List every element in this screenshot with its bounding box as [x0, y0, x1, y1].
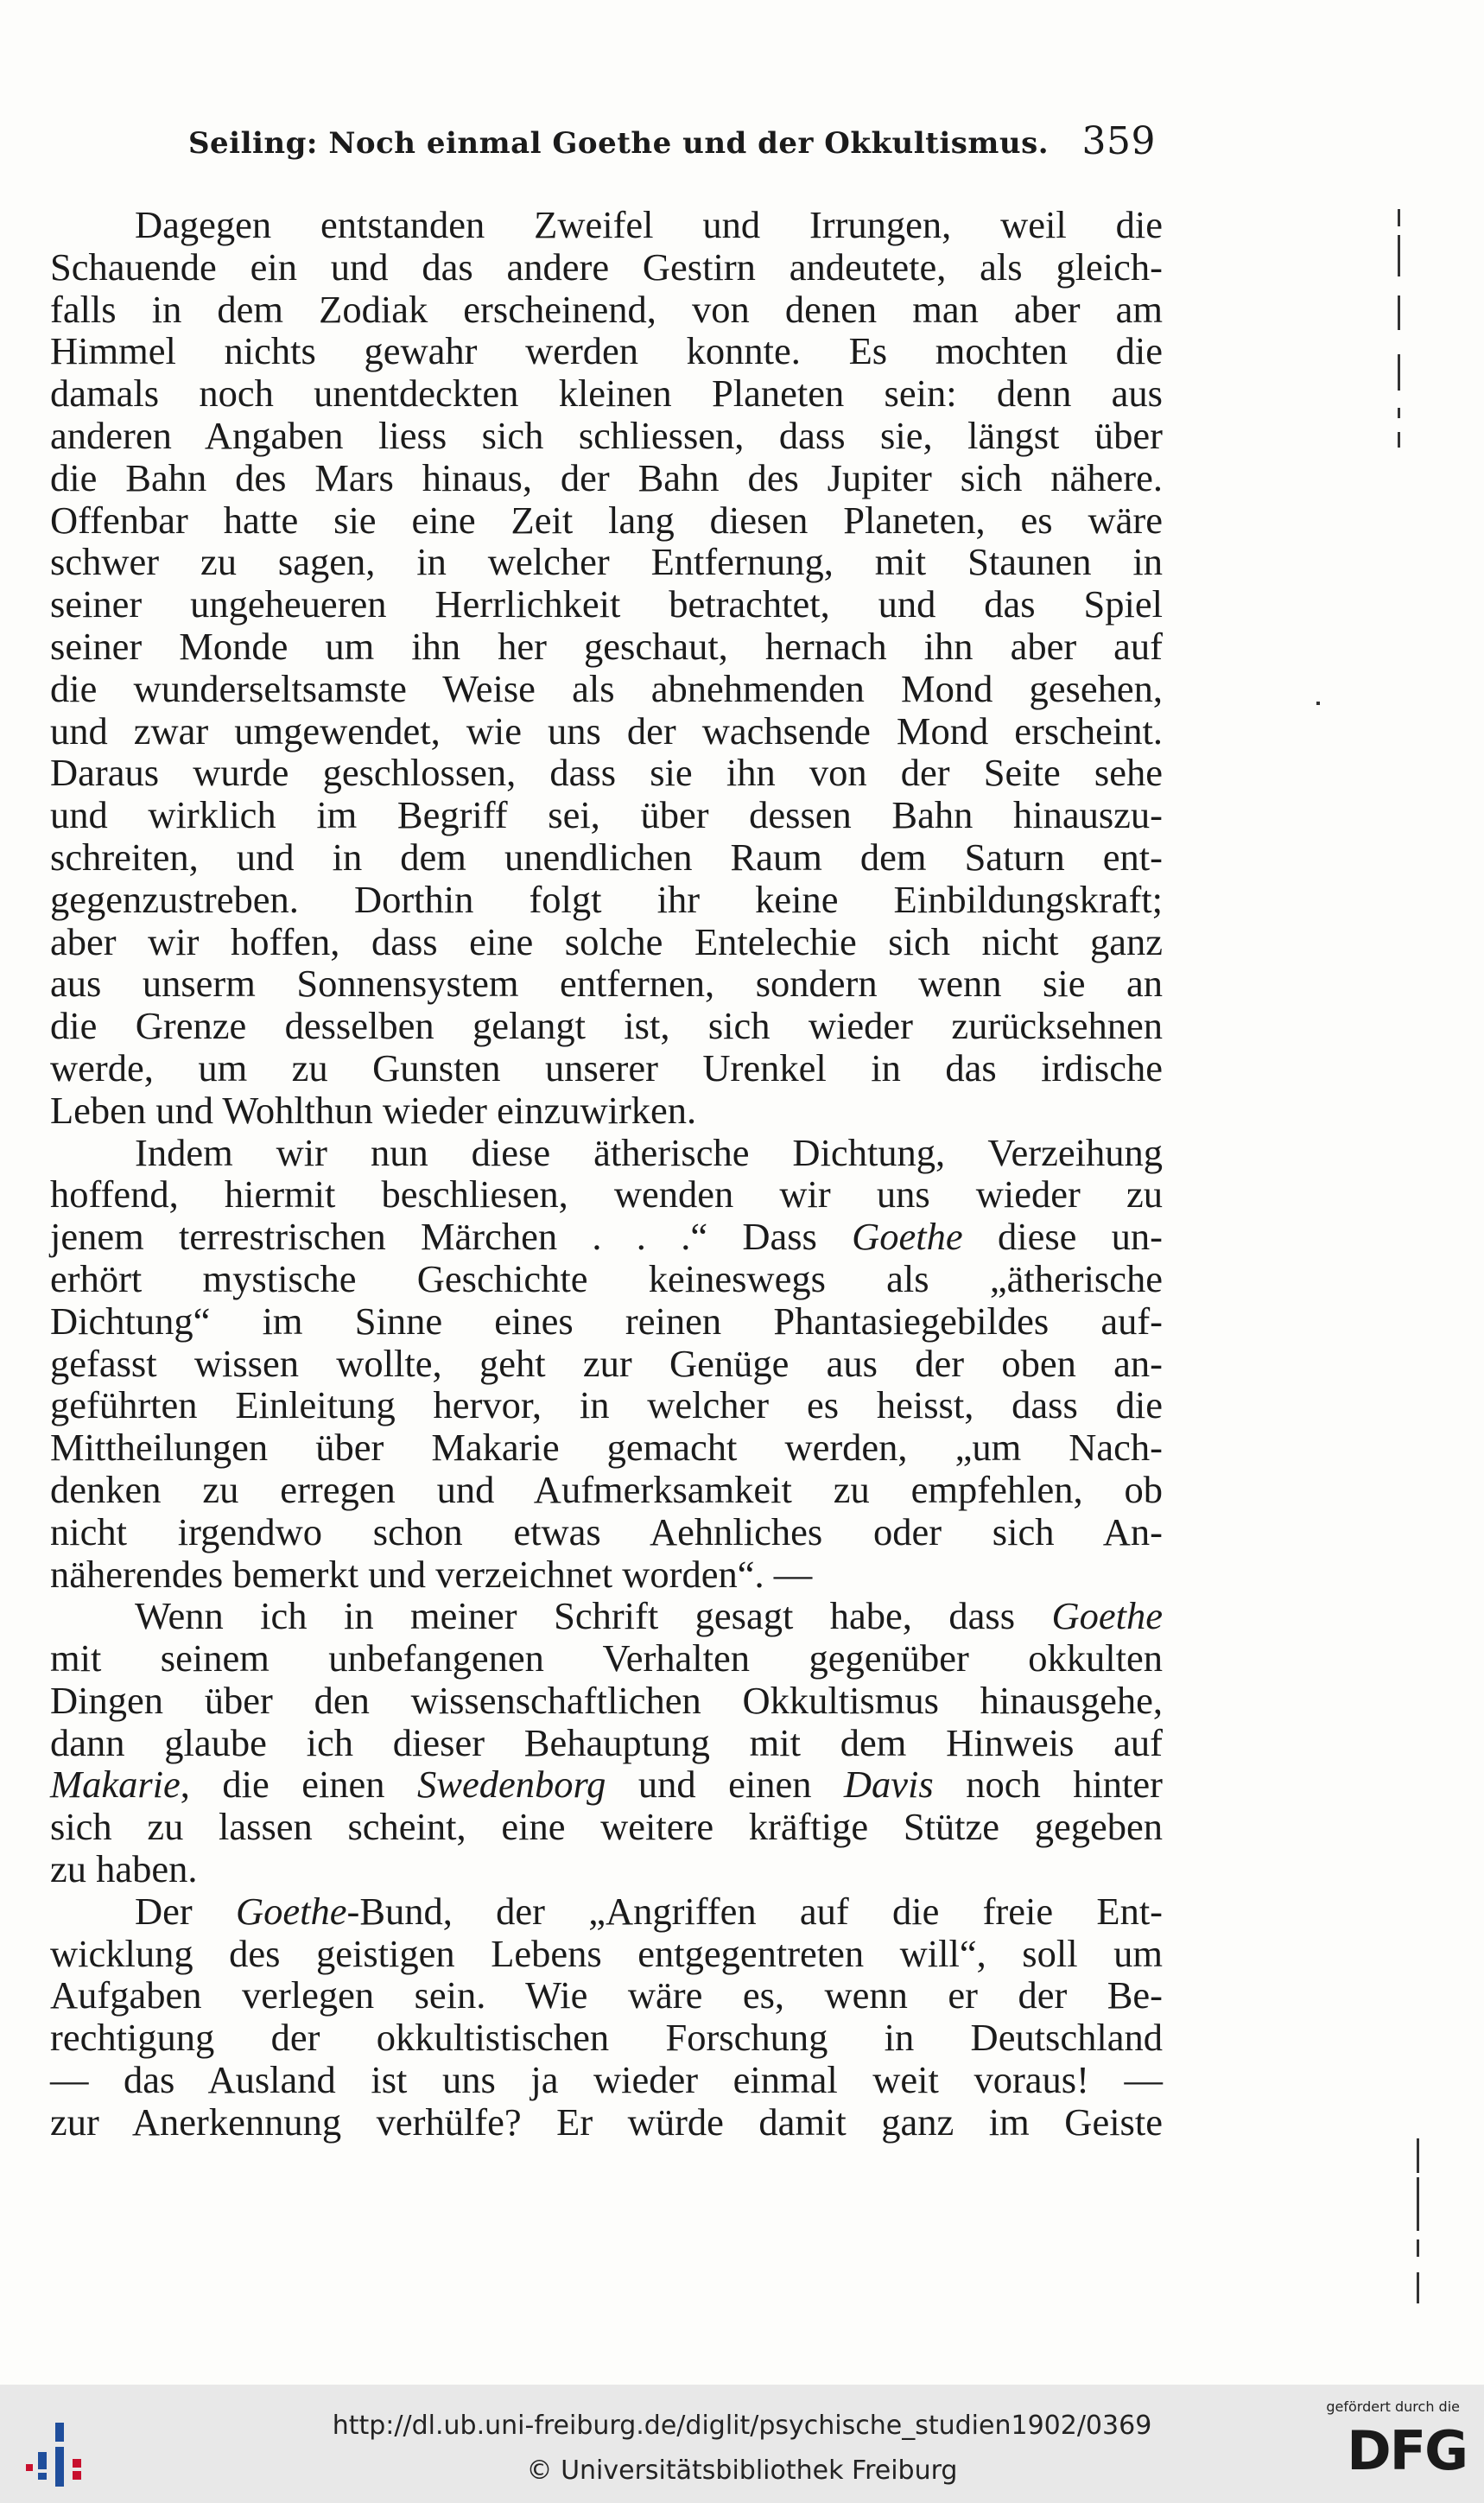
margin-line	[1417, 2138, 1419, 2173]
text-line: gegenzustreben. Dorthin folgt ihr keine Einbildungskraft;	[50, 877, 1163, 921]
text-line: Dagegen entstanden Zweifel und Irrungen, weil die	[135, 203, 1163, 246]
italic-name-swedenborg: Swedenborg	[417, 1763, 606, 1807]
text-segment: diese un-	[997, 1215, 1163, 1259]
margin-line	[1398, 295, 1400, 330]
text-line: — das Ausland ist uns ja wieder einmal weit voraus! —	[50, 2058, 1163, 2102]
text-line: rechtigung der okkultistischen Forschung in Deutschland	[50, 2016, 1163, 2060]
margin-line	[1398, 209, 1400, 226]
text-line: Schauende ein und das andere Gestirn andeutete, als gleich-	[50, 245, 1163, 289]
text-line	[50, 1595, 1163, 1637]
text-segment: und einen	[637, 1763, 812, 1807]
text-line	[50, 1763, 1163, 1806]
page-number: 359	[1081, 119, 1156, 163]
text-segment: , die einen	[180, 1763, 385, 1807]
margin-line	[1398, 354, 1400, 391]
italic-name-makarie: Makarie	[50, 1763, 181, 1807]
copyright-notice: © Universitätsbibliothek Freiburg	[526, 2455, 958, 2486]
margin-line	[1417, 2272, 1419, 2303]
italic-name-goethe: Goethe	[852, 1215, 963, 1259]
margin-dot	[1316, 702, 1320, 705]
body-text	[50, 204, 1163, 2144]
text-line: anderen Angaben liess sich schliessen, dass sie, längst über	[50, 413, 1163, 457]
text-line: zur Anerkennung verhülfe? Er würde damit ganz im Geiste	[50, 2100, 1163, 2144]
text-line: nicht irgendwo schon etwas Aehnliches oder sich An-	[50, 1509, 1163, 1553]
text-line: denken zu erregen und Aufmerksamkeit zu empfehlen, ob	[50, 1467, 1163, 1511]
text-line: hoffend, hiermit beschliesen, wenden wir uns wieder zu	[50, 1172, 1163, 1217]
paragraph-2	[50, 1132, 1163, 1596]
footer-bar	[0, 2385, 1484, 2503]
paragraph-4	[50, 1890, 1163, 2144]
text-line: dann glaube ich dieser Behauptung mit dem Hinweis auf	[50, 1720, 1163, 1764]
text-line: die Bahn des Mars hinaus, der Bahn des Jupiter sich nähere.	[50, 455, 1163, 499]
dfg-logo: DFG	[1347, 2419, 1467, 2482]
italic-name-goethe: Goethe	[1051, 1594, 1164, 1638]
source-url[interactable]: http://dl.ub.uni-freiburg.de/diglit/psychische_studien1902/0369	[332, 2411, 1152, 2441]
text-line: die Grenze desselben gelangt ist, sich wieder zurücksehnen	[50, 1004, 1163, 1048]
text-line: Mittheilungen über Makarie gemacht werden, „um Nach-	[50, 1426, 1163, 1470]
text-line: näherendes bemerkt und verzeichnet worden“. —	[50, 1552, 813, 1596]
text-line: damals noch unentdeckten kleinen Planeten sein: denn aus	[50, 372, 1163, 416]
text-line: schwer zu sagen, in welcher Entfernung, mit Staunen in	[50, 540, 1163, 584]
margin-line	[1417, 2239, 1419, 2257]
text-line: Himmel nichts gewahr werden konnte. Es mochten die	[50, 329, 1163, 373]
text-line: die wunderseltsamste Weise als abnehmenden Mond gesehen,	[50, 666, 1163, 710]
paragraph-1	[50, 204, 1163, 1132]
text-line	[50, 1890, 1163, 1933]
text-line: mit seinem unbefangenen Verhalten gegenüber okkulten	[50, 1636, 1163, 1680]
text-line: seiner Monde um ihn her geschaut, hernach ihn aber auf	[50, 624, 1163, 668]
text-segment: jenem terrestrischen Märchen . . .“ Dass	[50, 1215, 817, 1259]
running-head-title: Seiling: Noch einmal Goethe und der Okkultismus.	[188, 126, 1050, 161]
text-line: aber wir hoffen, dass eine solche Entelechie sich nicht ganz	[50, 919, 1163, 963]
text-line: werde, um zu Gunsten unserer Urenkel in das irdische	[50, 1045, 1163, 1090]
margin-line	[1398, 432, 1400, 448]
text-line: Indem wir nun diese ätherische Dichtung, Verzeihung	[135, 1130, 1163, 1174]
text-line: seiner ungeheueren Herrlichkeit betrachtet, und das Spiel	[50, 582, 1163, 626]
text-line: schreiten, und in dem unendlichen Raum dem Saturn ent-	[50, 835, 1163, 879]
text-line: Aufgaben verlegen sein. Wie wäre es, wenn er der Be-	[50, 1973, 1163, 2017]
dfg-caption: gefördert durch die	[1326, 2398, 1460, 2415]
text-line: Offenbar hatte sie eine Zeit lang diesen Planeten, es wäre	[50, 498, 1163, 542]
text-line: sich zu lassen scheint, eine weitere kräftige Stütze gegeben	[50, 1805, 1163, 1849]
text-line: gefasst wissen wollte, geht zur Genüge aus der oben an-	[50, 1341, 1163, 1385]
text-line	[50, 1216, 1163, 1258]
margin-line	[1417, 2177, 1419, 2231]
text-line: aus unserm Sonnensystem entfernen, sondern wenn sie an	[50, 962, 1163, 1006]
text-segment: Wenn ich in meiner Schrift gesagt habe, dass	[135, 1594, 1016, 1638]
text-line: geführten Einleitung hervor, in welcher es heisst, dass die	[50, 1383, 1163, 1427]
italic-name-goethe: Goethe	[235, 1889, 347, 1933]
text-line: Leben und Wohlthun wieder einzuwirken.	[50, 1088, 697, 1132]
text-segment: Der	[135, 1889, 193, 1933]
margin-line	[1398, 408, 1400, 418]
text-segment: noch hinter	[966, 1763, 1163, 1807]
text-line: zu haben.	[50, 1847, 198, 1891]
dfg-sponsor	[1294, 2398, 1467, 2493]
paragraph-3	[50, 1595, 1163, 1890]
text-line: Dichtung“ im Sinne eines reinen Phantasiegebildes auf-	[50, 1299, 1163, 1343]
text-segment: -Bund, der „Angriffen auf die freie Ent-	[346, 1889, 1163, 1933]
text-line: wicklung des geistigen Lebens entgegentreten will“, soll um	[50, 1931, 1163, 1975]
text-line: falls in dem Zodiak erscheinend, von denen man aber am	[50, 287, 1163, 331]
italic-name-davis: Davis	[843, 1763, 934, 1807]
text-line: und wirklich im Begriff sei, über dessen Bahn hinauszu-	[50, 793, 1163, 837]
text-line: Dingen über den wissenschaftlichen Okkultismus hinausgehe,	[50, 1678, 1163, 1722]
margin-line	[1398, 235, 1400, 276]
text-line: und zwar umgewendet, wie uns der wachsende Mond erscheint.	[50, 708, 1163, 753]
text-line: Daraus wurde geschlossen, dass sie ihn von der Seite sehe	[50, 751, 1163, 795]
text-line: erhört mystische Geschichte keineswegs als „ätherische	[50, 1256, 1163, 1300]
